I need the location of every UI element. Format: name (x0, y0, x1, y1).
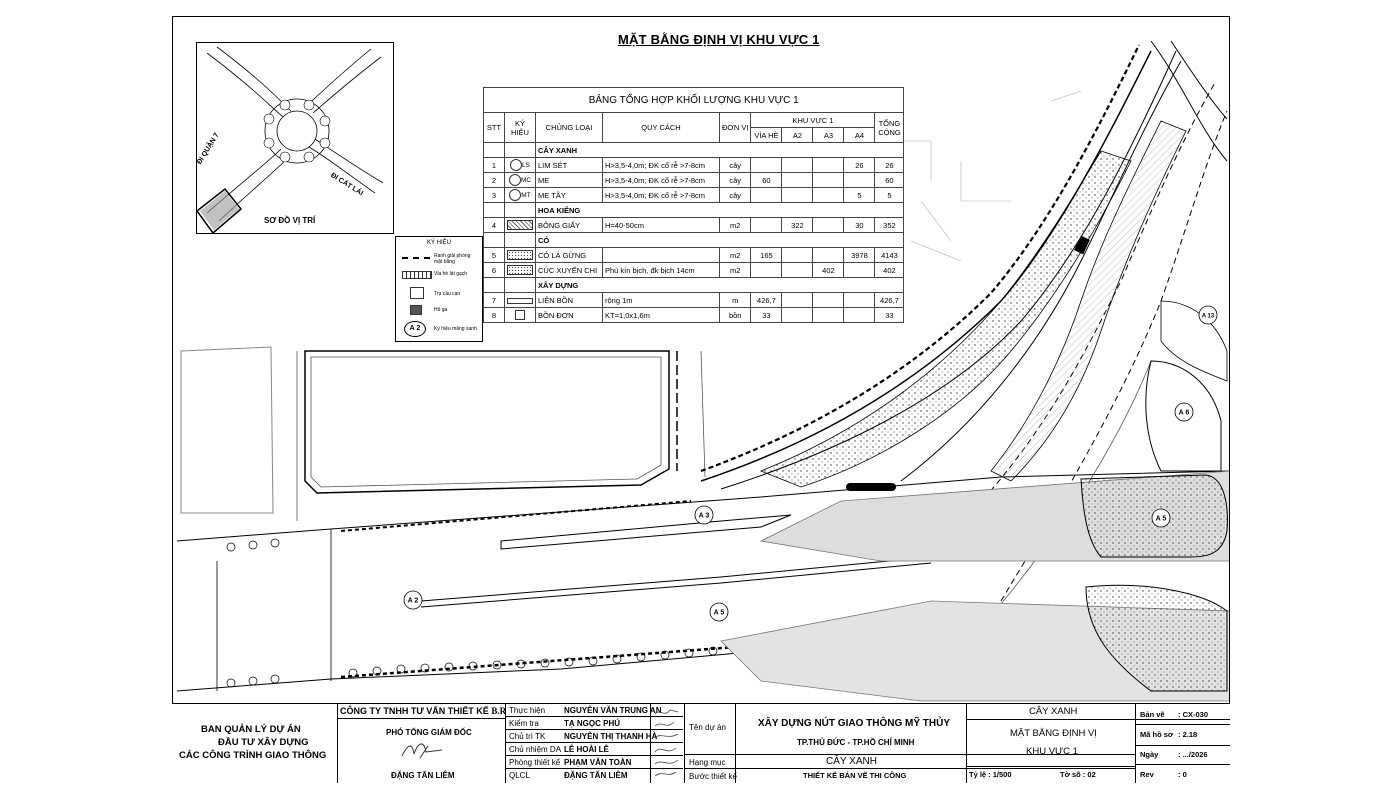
row-symbol (505, 188, 536, 203)
row-type: BÔNG GIẤY (536, 218, 603, 233)
location-key-map (196, 42, 394, 234)
rev: : 0 (1178, 770, 1187, 779)
label-a6: A 6 (1178, 409, 1190, 417)
drawing-no: : CX-030 (1178, 710, 1209, 719)
date-label: Ngày (1140, 750, 1159, 759)
row-a3 (813, 293, 844, 308)
header-symbol: KÝ HIỆU (505, 113, 536, 143)
owner-line-1: BAN QUẢN LÝ DỰ ÁN (201, 724, 301, 735)
role-2: Kiểm tra (509, 719, 539, 728)
row-type: BỒN ĐƠN (536, 308, 603, 323)
row-stt: 1 (484, 158, 505, 173)
deputy-title: PHÓ TỔNG GIÁM ĐỐC (386, 728, 472, 737)
role-4: Chủ nhiệm DA (509, 745, 562, 754)
row-total: 4143 (875, 248, 904, 263)
drawing-title: MẶT BẰNG ĐỊNH VỊ KHU VỰC 1 (618, 32, 820, 47)
group-name: HOA KIỂNG (536, 203, 904, 218)
company-name: CÔNG TY TNHH TƯ VẤN THIẾT KẾ B.R (340, 706, 507, 716)
row-a3 (813, 218, 844, 233)
legend-title: KÝ HIỆU (426, 240, 451, 246)
row-total: 26 (875, 158, 904, 173)
row-unit: m2 (720, 248, 751, 263)
row-spec: KT=1,0x1,6m (603, 308, 720, 323)
paving-symbol (402, 271, 432, 279)
row-a4: 30 (844, 218, 875, 233)
row-sidewalk: 33 (751, 308, 782, 323)
row-unit: m (720, 293, 751, 308)
direction-quan-7: ĐI QUẬN 7 (196, 131, 221, 166)
row-unit: bồn (720, 308, 751, 323)
header-a4: A4 (844, 128, 875, 143)
stage-label: Bước thiết kế (689, 772, 737, 781)
direction-cat-lai: ĐI CÁT LÁI (329, 172, 365, 198)
stage-name: THIẾT KẾ BẢN VẼ THI CÔNG (803, 771, 907, 780)
green-zone-badge: A 2 (404, 321, 426, 337)
row-sidewalk (751, 263, 782, 278)
row-symbol (505, 173, 536, 188)
row-symbol (505, 248, 536, 263)
header-sidewalk: VỈA HÈ (751, 128, 782, 143)
row-a2 (782, 158, 813, 173)
table-group-row (484, 143, 904, 158)
row-spec: H>3,5-4,0m; ĐK cổ rễ >7-8cm (603, 158, 720, 173)
table-group-row (484, 278, 904, 293)
row-type: CÚC XUYẾN CHI (536, 263, 603, 278)
table-body (484, 143, 904, 323)
row-sidewalk (751, 188, 782, 203)
row-a2 (782, 263, 813, 278)
legend-item-pier: Trụ cầu cạn (434, 291, 461, 297)
table-row (484, 173, 904, 188)
header-unit: ĐƠN VỊ (720, 113, 751, 143)
table-row (484, 248, 904, 263)
name-6: ĐẶNG TẤN LIÊM (564, 771, 628, 780)
row-spec: H=40-50cm (603, 218, 720, 233)
role-3: Chủ trì TK (509, 732, 546, 741)
row-stt: 7 (484, 293, 505, 308)
sheet-number: Tờ số : 02 (1060, 770, 1096, 779)
pot-symbol (515, 310, 525, 320)
row-type: CỎ LÁ GỪNG (536, 248, 603, 263)
row-stt: 2 (484, 173, 505, 188)
row-unit: cây (720, 173, 751, 188)
table-row (484, 308, 904, 323)
label-a5-right: A 5 (1155, 515, 1167, 523)
header-a3: A3 (813, 128, 844, 143)
drawing-no-label: Bản vẽ (1140, 710, 1165, 719)
project-name: XÂY DỰNG NÚT GIAO THÔNG MỸ THỦY (758, 718, 951, 729)
rev-label: Rev (1140, 770, 1154, 779)
symbol-code: MC (520, 176, 532, 184)
table-row (484, 158, 904, 173)
header-spec: QUY CÁCH (603, 113, 720, 143)
row-a2 (782, 248, 813, 263)
title-block (172, 703, 1230, 783)
row-stt: 4 (484, 218, 505, 233)
row-unit: cây (720, 188, 751, 203)
label-a3: A 3 (698, 512, 710, 520)
row-total: 352 (875, 218, 904, 233)
header-a2: A2 (782, 128, 813, 143)
owner-line-2: ĐẦU TƯ XÂY DỰNG (218, 737, 309, 748)
boundary-line-symbol (402, 257, 430, 259)
symbol-code: MT (521, 191, 531, 199)
legend (395, 236, 483, 342)
header-stt: STT (484, 113, 505, 143)
group-name: CỎ (536, 233, 904, 248)
label-a2: A 2 (407, 597, 419, 605)
hatch-symbol (507, 220, 533, 230)
name-1: NGUYỄN VĂN TRUNG AN (564, 706, 662, 715)
row-spec: H>3,5-4,0m; ĐK cổ rễ >7-8cm (603, 173, 720, 188)
row-spec (603, 248, 720, 263)
row-a2: 322 (782, 218, 813, 233)
row-a2 (782, 188, 813, 203)
row-type: LIM SÉT (536, 158, 603, 173)
row-symbol (505, 263, 536, 278)
symbol-code: LS (522, 161, 530, 169)
role-1: Thực hiện (509, 706, 546, 715)
row-a2 (782, 293, 813, 308)
pier-symbol (410, 287, 424, 299)
legend-item-manhole: Hố ga (434, 307, 448, 313)
row-type: ME TÂY (536, 188, 603, 203)
row-a4 (844, 173, 875, 188)
row-spec: H>3,5-4,0m; ĐK cổ rễ >7-8cm (603, 188, 720, 203)
table-row (484, 188, 904, 203)
row-a4 (844, 293, 875, 308)
label-a5: A 5 (713, 609, 725, 617)
item-name: CÂY XANH (826, 756, 877, 767)
date: : .../2026 (1178, 750, 1208, 759)
sheet-title-2: KHU VỰC 1 (1026, 746, 1078, 757)
sheet-category: CÂY XANH (1029, 706, 1078, 717)
header-total: TỔNG CỘNG (875, 113, 904, 143)
row-a3 (813, 158, 844, 173)
row-a3 (813, 188, 844, 203)
signatures (652, 706, 682, 780)
legend-item-green-zone: Ký hiệu mảng xanh (434, 326, 477, 332)
row-total: 60 (875, 173, 904, 188)
row-sidewalk (751, 218, 782, 233)
row-a2 (782, 308, 813, 323)
name-2: TẠ NGỌC PHÚ (564, 719, 620, 728)
manhole-symbol (410, 305, 422, 315)
table-row (484, 218, 904, 233)
header-zone: KHU VỰC 1 (751, 113, 875, 128)
row-a3 (813, 173, 844, 188)
record-label: Mã hồ sơ (1140, 730, 1174, 739)
row-stt: 8 (484, 308, 505, 323)
bar-symbol (507, 298, 533, 304)
row-a4: 5 (844, 188, 875, 203)
row-total: 426,7 (875, 293, 904, 308)
table-row (484, 293, 904, 308)
row-a3: 402 (813, 263, 844, 278)
row-sidewalk: 165 (751, 248, 782, 263)
row-type: LIÊN BỒN (536, 293, 603, 308)
tree-symbol (510, 159, 522, 171)
row-a4 (844, 308, 875, 323)
company-mark: B.R (491, 706, 507, 716)
name-5: PHẠM VĂN TOÀN (564, 758, 632, 767)
deputy-name: ĐẶNG TẤN LIÊM (391, 771, 455, 780)
header-type: CHỦNG LOẠI (536, 113, 603, 143)
group-name: XÂY DỰNG (536, 278, 904, 293)
row-a3 (813, 308, 844, 323)
key-map-label: SƠ ĐỒ VỊ TRÍ (264, 216, 316, 225)
row-a2 (782, 173, 813, 188)
row-a4 (844, 263, 875, 278)
row-type: ME (536, 173, 603, 188)
role-5: Phòng thiết kế (509, 758, 561, 767)
project-location: TP.THỦ ĐỨC - TP.HỒ CHÍ MINH (797, 738, 915, 747)
owner-line-3: CÁC CÔNG TRÌNH GIAO THÔNG (179, 750, 327, 761)
record-no: : 2.18 (1178, 730, 1198, 739)
row-stt: 3 (484, 188, 505, 203)
row-symbol (505, 158, 536, 173)
row-symbol (505, 293, 536, 308)
quantity-summary-table (483, 87, 904, 323)
legend-item-paving: Vỉa hè lát gạch (434, 271, 468, 277)
row-total: 402 (875, 263, 904, 278)
role-6: QLCL (509, 771, 530, 780)
name-3: NGUYỄN THỊ THANH HÀ (564, 732, 658, 741)
row-symbol (505, 308, 536, 323)
row-total: 33 (875, 308, 904, 323)
row-spec: Phủ kín bịch, đk bịch 14cm (603, 263, 720, 278)
dots-symbol (507, 265, 533, 275)
row-sidewalk: 60 (751, 173, 782, 188)
project-label: Tên dự án (689, 723, 726, 732)
row-unit: m2 (720, 263, 751, 278)
dots-symbol (507, 250, 533, 260)
label-a13: A 13 (1201, 313, 1215, 320)
deputy-signature (398, 738, 448, 764)
row-spec: rộng 1m (603, 293, 720, 308)
table-caption: BẢNG TỔNG HỢP KHỐI LƯỢNG KHU VỰC 1 (484, 88, 904, 113)
item-label: Hạng mục (689, 758, 726, 767)
legend-item-boundary: Ranh giải phóng mặt bằng (434, 253, 471, 265)
table-row (484, 263, 904, 278)
scale: Tỷ lệ : 1/500 (969, 770, 1012, 779)
tree-symbol (509, 174, 521, 186)
row-unit: m2 (720, 218, 751, 233)
name-4: LÊ HOÀI LÊ (564, 745, 609, 754)
row-stt: 6 (484, 263, 505, 278)
row-symbol (505, 218, 536, 233)
row-sidewalk (751, 158, 782, 173)
table-group-row (484, 233, 904, 248)
row-sidewalk: 426,7 (751, 293, 782, 308)
group-name: CÂY XANH (536, 143, 904, 158)
tree-symbol (509, 189, 521, 201)
row-total: 5 (875, 188, 904, 203)
row-a3 (813, 248, 844, 263)
row-a4: 3978 (844, 248, 875, 263)
row-a4: 26 (844, 158, 875, 173)
row-unit: cây (720, 158, 751, 173)
table-group-row (484, 203, 904, 218)
sheet-title-1: MẶT BẰNG ĐỊNH VỊ (1010, 728, 1097, 739)
row-stt: 5 (484, 248, 505, 263)
